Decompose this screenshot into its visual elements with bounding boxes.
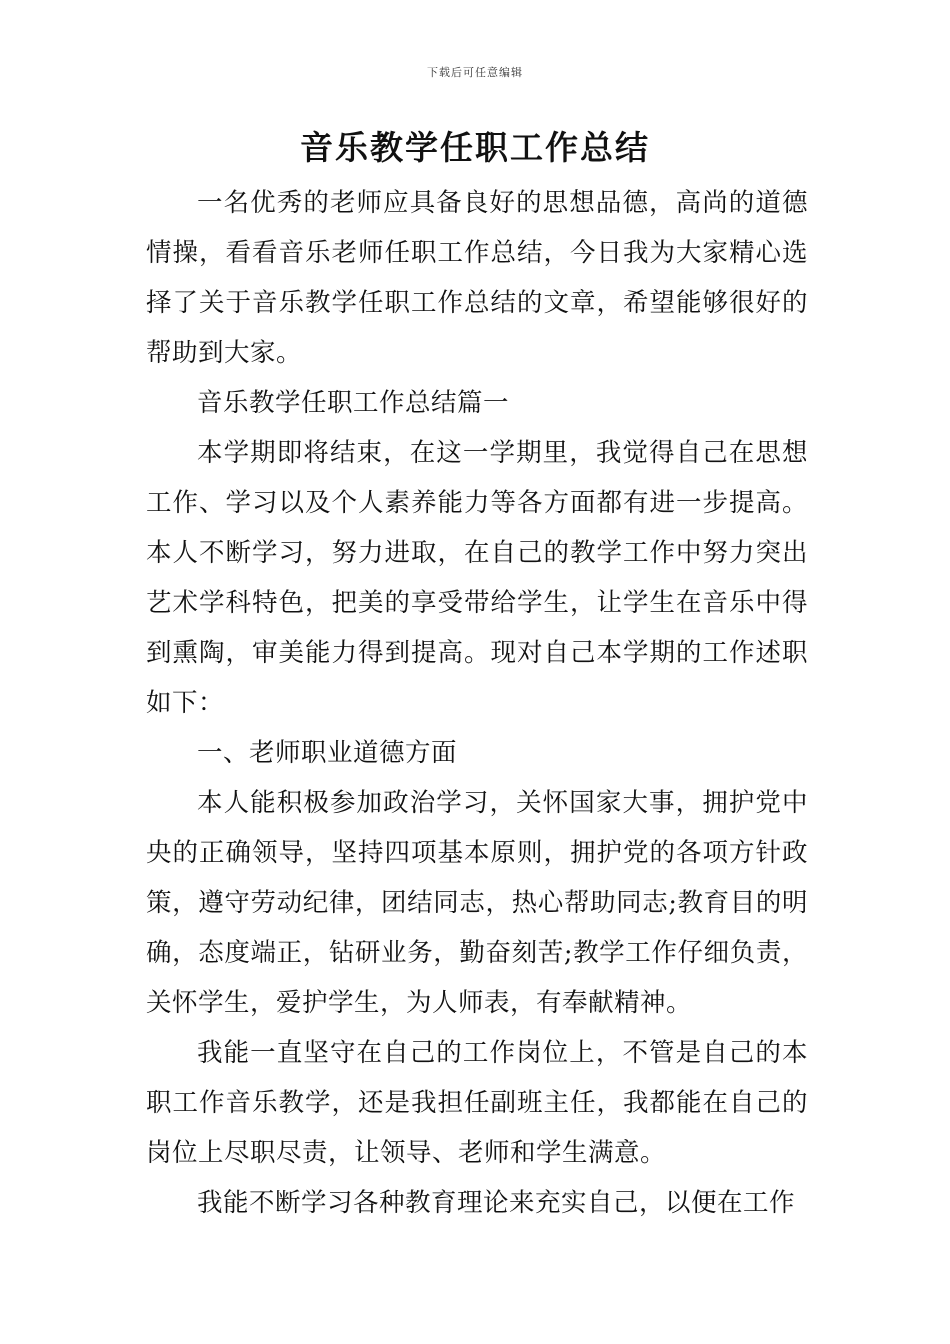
section-heading-part-one: 音乐教学任职工作总结篇一 (197, 388, 510, 418)
learning-paragraph: 我能不断学习各种教育理论来充实自己，以便在工作 (197, 1188, 796, 1218)
document-body (146, 178, 808, 1228)
section-heading-ethics: 一、老师职业道德方面 (197, 738, 458, 768)
intro-paragraph: 一名优秀的老师应具备良好的思想品德，高尚的道德情操，看看音乐老师任职工作总结，今日我为大家精心选择了关于音乐教学任职工作总结的文章，希望能够很好的帮助到大家。 (146, 188, 808, 368)
summary-paragraph: 本学期即将结束，在这一学期里，我觉得自己在思想工作、学习以及个人素养能力等各方面都有进一步提高。本人不断学习，努力进取，在自己的教学工作中努力突出艺术学科特色，把美的享受带给学生，让学生在音乐中得到熏陶，审美能力得到提高。现对自己本学期的工作述职如下： (146, 438, 808, 718)
duty-paragraph: 我能一直坚守在自己的工作岗位上，不管是自己的本职工作音乐教学，还是我担任副班主任，我都能在自己的岗位上尽职尽责，让领导、老师和学生满意。 (146, 1038, 808, 1168)
ethics-paragraph: 本人能积极参加政治学习，关怀国家大事，拥护党中央的正确领导，坚持四项基本原则，拥护党的各项方针政策，遵守劳动纪律，团结同志，热心帮助同志;教育目的明确，态度端正，钻研业务，勤奋刻苦;教学工作仔细负责，关怀学生，爱护学生，为人师表，有奉献精神。 (146, 788, 808, 1018)
page-title: 音乐教学任职工作总结 (300, 128, 650, 167)
header-note: 下载后可任意编辑 (427, 66, 523, 79)
